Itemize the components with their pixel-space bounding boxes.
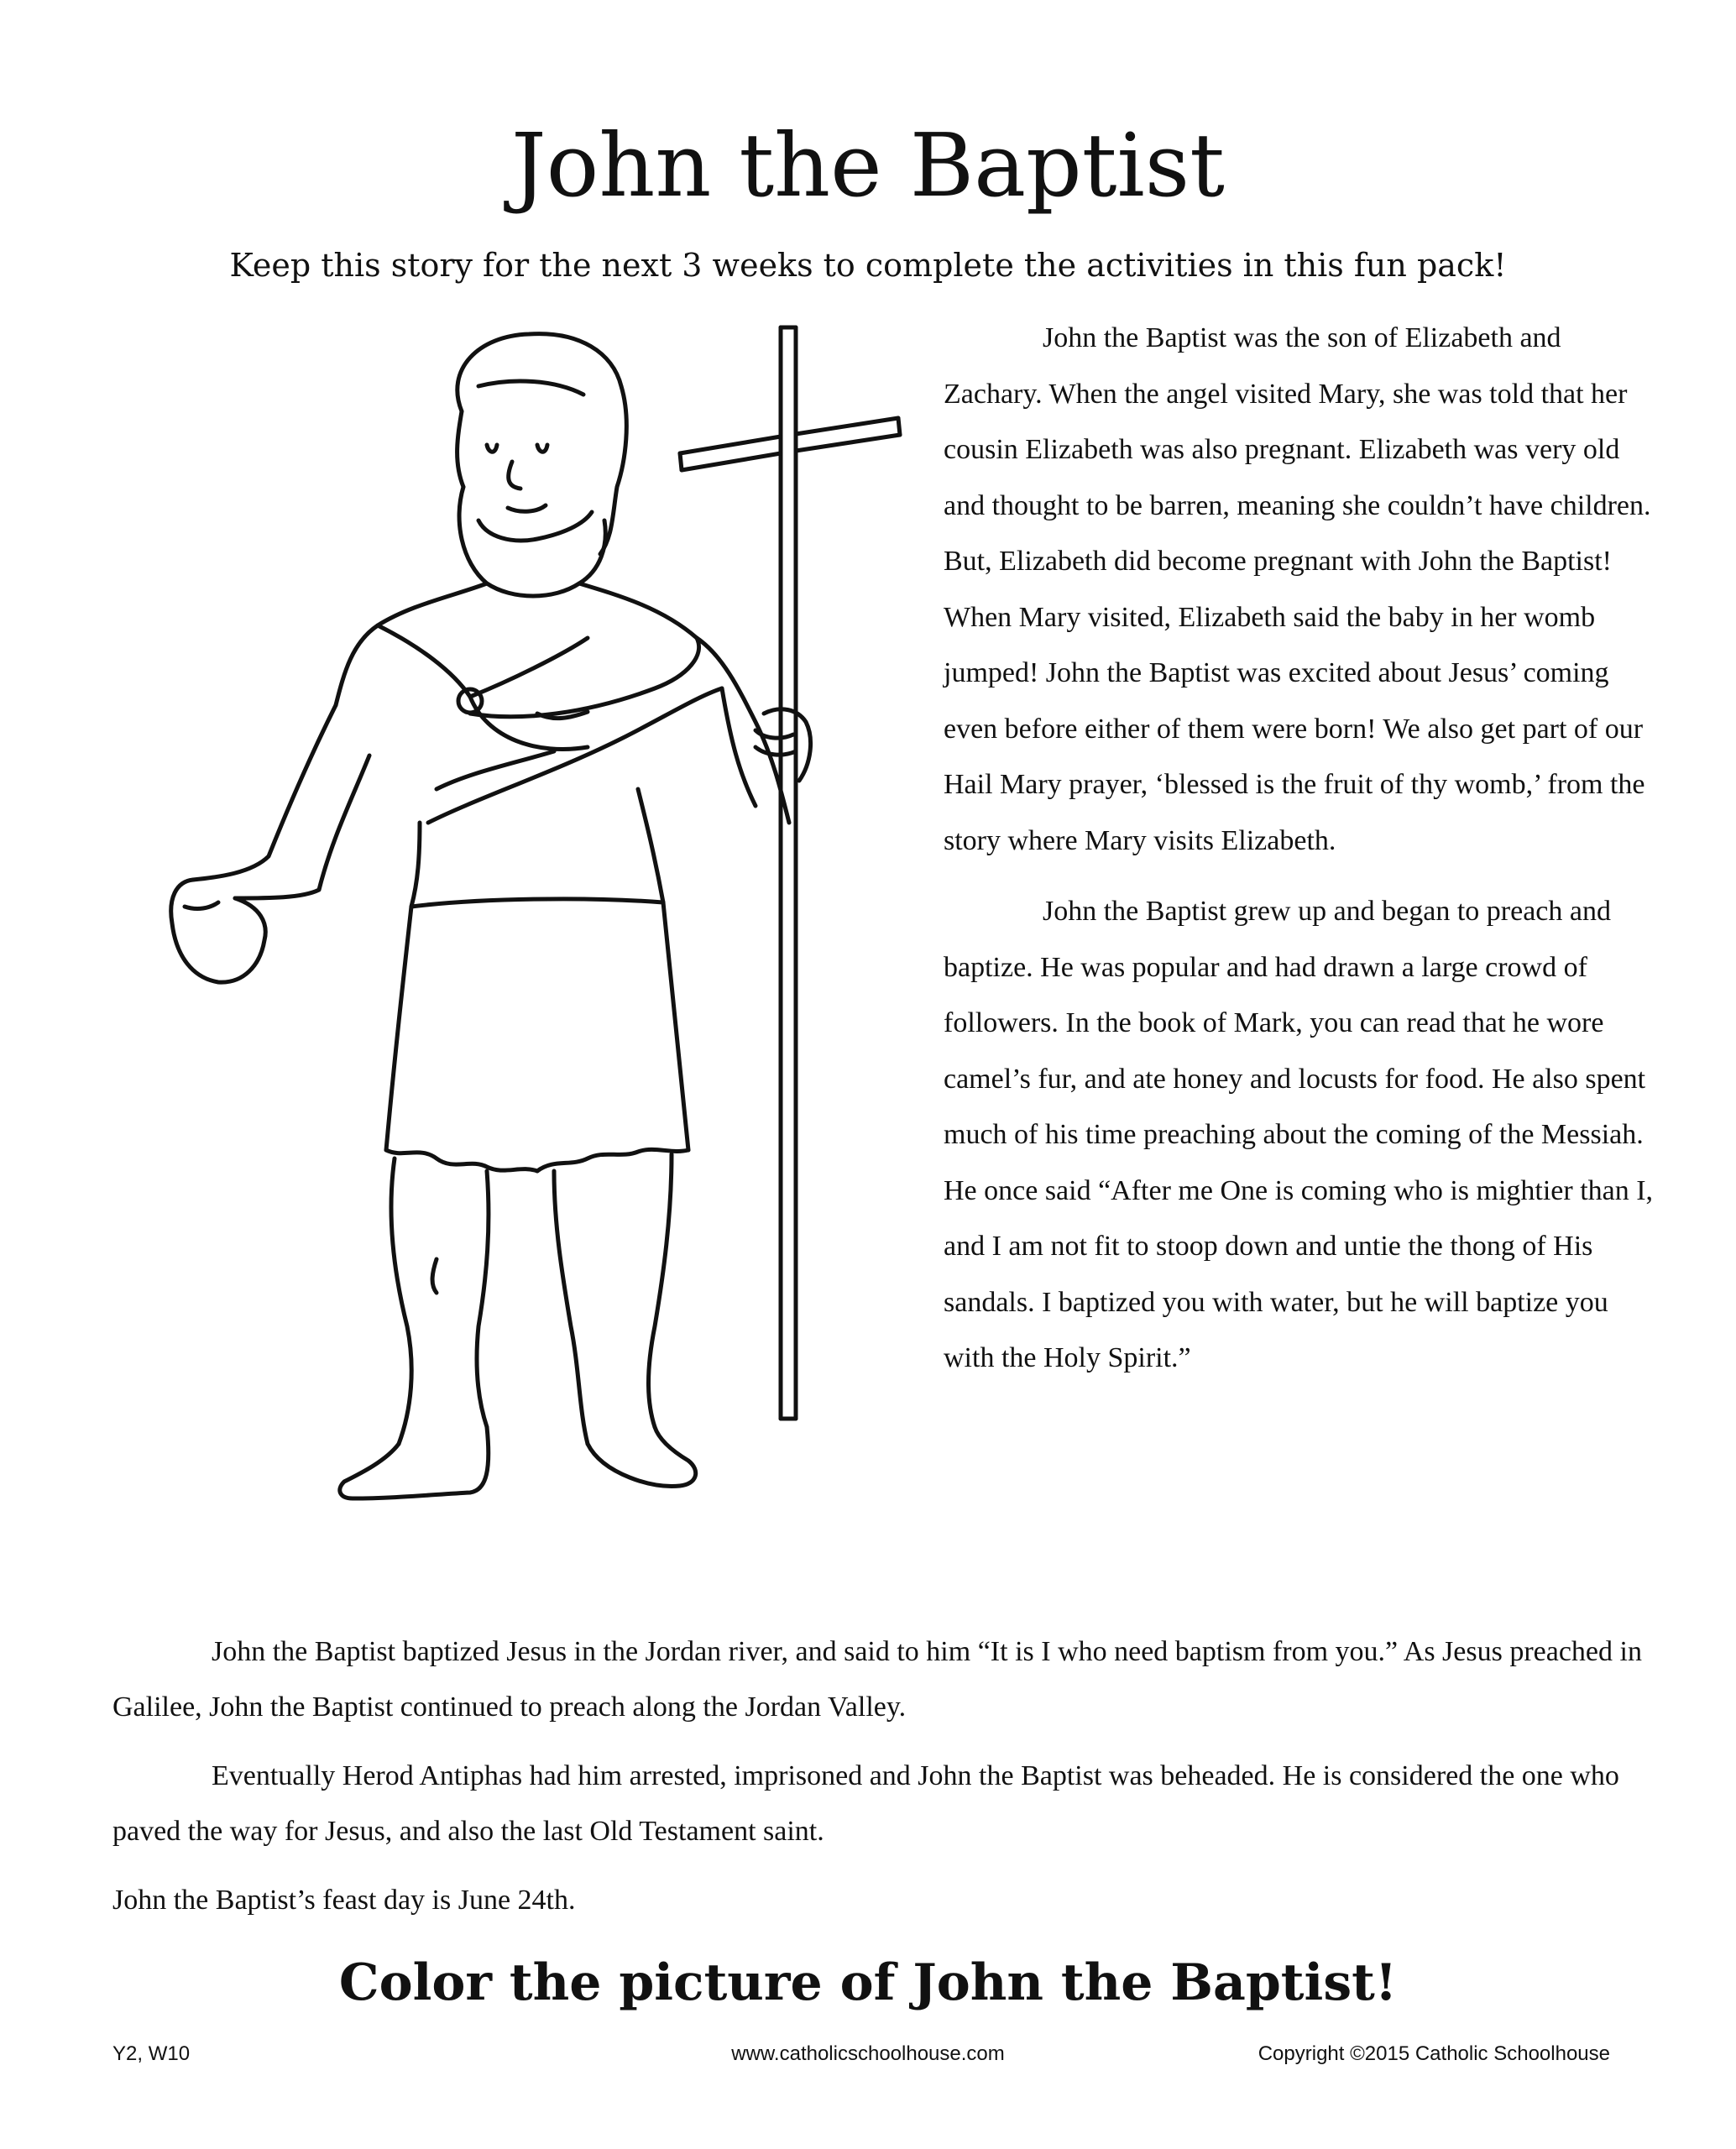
story-right-column <box>944 311 1665 1402</box>
story-paragraph: John the Baptist baptized Jesus in the Jordan river, and said to him “It is I who need baptism from you.” As Jesus preached in Galilee, John the Baptist continued to preach along the Jordan Valley. <box>112 1636 1642 1723</box>
story-paragraph: Eventually Herod Antiphas had him arrested, imprisoned and John the Baptist was beheaded. He is considered the one who paved the way for Jesus, and also the last Old Testament saint. <box>112 1760 1619 1847</box>
footer-website-link[interactable]: www.catholicschoolhouse.com <box>731 2042 1005 2065</box>
john-the-baptist-with-cross-staff-coloring-icon <box>171 327 900 1498</box>
story-paragraph: John the Baptist was the son of Elizabeth and Zachary. When the angel visited Mary, she was told that her cousin Elizabeth was also pregnant. Elizabeth was very old and thought to be barren, meaning she couldn’t have children. But, Elizabeth did become pregnant with John the Baptist! When Mary visited, Elizabeth said the baby in her womb jumped! John the Baptist was excited about Jesus’ coming even before either of them were born! We also get part of our Hail Mary prayer, ‘blessed is the fruit of thy womb,’ from the story where Mary visits Elizabeth. <box>944 322 1651 856</box>
footer-code: Y2, W10 <box>112 2042 191 2065</box>
footer-copyright: Copyright ©2015 Catholic Schoolhouse <box>1258 2042 1610 2065</box>
john-the-baptist-illustration <box>118 319 923 1519</box>
feast-day-text: John the Baptist’s feast day is June 24th. <box>112 1885 576 1916</box>
page-subtitle: Keep this story for the next 3 weeks to complete the activities in this fun pack! <box>229 247 1507 284</box>
color-instruction: Color the picture of John the Baptist! <box>338 1953 1398 2012</box>
story-paragraph: John the Baptist grew up and began to preach and baptize. He was popular and had drawn a large crowd of followers. In the book of Mark, you can read that he wore camel’s fur, and ate honey and locusts for food. He also spent much of his time preaching about the coming of the Messiah. He once said “After me One is coming who is mightier than I, and I am not fit to stoop down and untie the thong of His sandals. I baptized you with water, but he will baptize you with the Holy Spirit.” <box>944 896 1654 1373</box>
page-title: John the Baptist <box>511 114 1225 217</box>
story-bottom-section <box>112 1624 1649 1942</box>
